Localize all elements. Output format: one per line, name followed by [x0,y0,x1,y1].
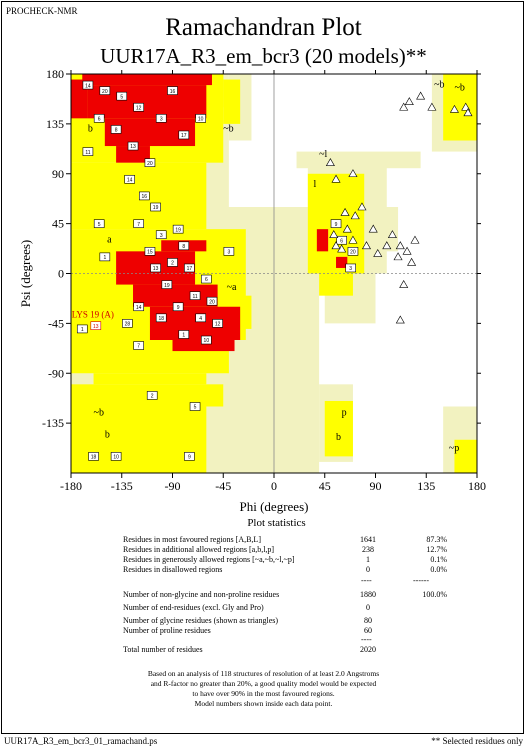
residue-point [145,247,155,255]
region-label-8: ~b [93,407,104,419]
residue-point [201,336,211,344]
svg-text:19: 19 [175,227,181,234]
quality-note-line: Based on an analysis of 118 structures of resolution of at least 2.0 Angstroms [147,669,380,678]
x-tick-label: 45 [318,479,331,493]
svg-text:17: 17 [186,266,193,273]
svg-text:14: 14 [135,304,142,311]
allowed-region-4 [94,373,207,384]
residue-point [156,314,166,322]
svg-text:1: 1 [80,327,84,334]
residue-point [196,314,206,322]
svg-text:19: 19 [152,205,159,212]
footer-filename: UUR17A_R3_em_bcr3_01_ramachand.ps [4,736,158,746]
stats-row-label: Number of proline residues [123,626,211,635]
residue-point [117,92,127,100]
residue-point [348,247,358,255]
svg-text:5: 5 [193,404,197,411]
svg-text:20: 20 [350,249,356,256]
stats-row-percent: 12.7% [426,545,447,554]
residue-point [139,192,149,200]
svg-text:18: 18 [158,316,165,323]
stats-row [123,616,372,626]
stats-row-count: 1 [366,555,370,564]
x-tick-label: -45 [215,479,232,493]
svg-text:7: 7 [137,343,141,350]
svg-text:19: 19 [164,282,170,289]
stats-row [123,603,370,613]
chart-title: Ramachandran Plot [165,14,362,41]
residue-point [134,220,144,228]
residue-point [224,247,234,255]
residue-point [89,452,99,460]
residue-point [77,325,87,333]
svg-text:8: 8 [114,127,118,134]
svg-text:17: 17 [180,133,187,140]
residue-point [83,148,93,156]
svg-text:3: 3 [227,249,231,256]
svg-text:12: 12 [214,321,221,328]
residue-point [134,103,144,111]
svg-text:1: 1 [182,332,186,339]
residue-point [184,264,194,272]
residue-point [134,303,144,311]
region-label-3: b [104,429,110,441]
stats-row-count: 60 [364,626,372,635]
residue-point [111,125,121,133]
y-tick-label: -135 [42,416,64,431]
quality-note-line: Model numbers shown inside each data point. [194,699,333,708]
y-tick-label: 180 [46,67,64,81]
svg-text:20: 20 [147,160,153,167]
svg-text:20: 20 [209,299,215,306]
residue-point [156,114,166,122]
residue-point [168,87,178,95]
residue-point [100,253,110,261]
stats-row [123,626,372,636]
region-label-6: l [313,179,317,191]
stats-row-label: Number of non-glycine and non-proline residues [123,590,280,599]
svg-text:13: 13 [152,266,159,273]
core-region-7 [150,304,240,340]
svg-text:6: 6 [340,238,344,245]
stats-row-count: 1880 [360,590,376,599]
stats-row-count: 80 [364,616,372,625]
svg-text:5: 5 [120,94,124,101]
stats-row-label: Residues in most favoured regions [A,B,L] [123,535,261,544]
stats-row-count: 2020 [360,645,376,654]
region-label-12: ~b [434,79,445,91]
allowed-region-1 [71,160,206,230]
x-tick-label: 90 [369,479,382,493]
allowed-region-6 [71,404,206,474]
x-tick-label: 0 [271,479,277,493]
highlighted-residue-label: LYS 19 (A) [71,309,114,320]
x-tick-label: -180 [60,479,82,493]
residue-point [337,236,347,244]
quality-note [0,669,527,709]
residue-point [331,220,341,228]
chart-subtitle: UUR17A_R3_em_bcr3 (20 models)** [100,44,427,68]
allowed-region-11 [325,401,353,456]
region-label-10: p [341,407,347,419]
svg-text:6: 6 [204,277,208,284]
residue-point [122,319,132,327]
stats-row-label: Number of end-residues (excl. Gly and Pro) [123,603,264,612]
residue-point [94,220,104,228]
svg-text:10: 10 [113,454,119,461]
svg-text:9: 9 [334,221,338,228]
stats-title: Plot statistics [247,517,306,529]
stats-row [123,590,447,600]
svg-text:12: 12 [135,105,142,112]
region-label-11: ~p [448,442,460,454]
region-label-7: ~l [319,149,328,161]
stats-row-count: 0 [366,603,370,612]
svg-text:13: 13 [130,144,136,151]
residue-point [151,203,161,211]
svg-text:11: 11 [85,149,91,156]
stats-row-percent: 0.1% [430,555,447,564]
x-tick-label: 180 [468,479,486,493]
stats-row [123,565,447,575]
y-tick-label: 135 [46,116,64,131]
x-tick-label: -90 [164,479,181,493]
svg-text:1: 1 [103,255,107,262]
stats-row-percent: 87.3% [426,535,447,544]
allowed-region-8 [223,80,240,124]
svg-text:2: 2 [171,260,174,267]
program-name: PROCHECK-NMR [6,6,78,16]
highlighted-residue-model: 13 [93,323,99,330]
residue-point [190,292,200,300]
residue-point [162,281,172,289]
y-tick-label: -90 [48,366,64,381]
svg-text:2: 2 [150,393,154,400]
y-axis-label: Psi (degrees) [18,239,33,308]
residue-point [94,114,104,122]
svg-text:9: 9 [176,304,180,311]
region-label-5: ~a [226,282,237,294]
svg-text:14: 14 [85,83,91,90]
region-label-4: a [107,234,112,246]
residue-point [190,403,200,411]
residue-point [125,175,135,183]
svg-text:11: 11 [192,293,198,300]
region-label-1: ~b [223,123,234,135]
core-region-12 [127,262,138,268]
region-label-9: b [336,431,342,443]
svg-text:6: 6 [97,116,101,123]
residue-point [156,231,166,239]
svg-text:7: 7 [137,221,141,228]
residue-point [201,275,211,283]
residue-point [196,114,206,122]
residue-point [173,303,183,311]
residue-point [179,330,189,338]
stats-row [123,645,376,655]
svg-text:5: 5 [97,221,101,228]
stats-row-count: 0 [366,565,370,574]
svg-text:28: 28 [124,321,131,328]
residue-point [134,342,144,350]
x-tick-label: 135 [417,479,436,493]
y-tick-label: -45 [48,316,64,331]
core-region-10 [317,229,328,251]
residue-point [168,258,178,266]
stats-row-label: Residues in additional allowed regions [a,b,l,p] [123,545,275,554]
footer-selected-note: ** Selected residues only [431,736,523,746]
stats-row-percent: 100.0% [422,590,447,599]
stats-row-count: 238 [362,545,374,554]
svg-text:8: 8 [182,243,186,250]
residue-point [179,131,189,139]
allowed-region-10 [319,274,353,296]
residue-point [213,319,223,327]
residue-point [173,225,183,233]
y-tick-label: 45 [52,216,64,231]
x-tick-label: -135 [110,479,133,493]
svg-text:16: 16 [169,88,176,95]
residue-point [147,391,157,399]
stats-row-label: Total number of residues [123,645,203,654]
residue-point [111,452,121,460]
residue-point [151,264,161,272]
core-region-0 [82,74,212,85]
residue-point [145,159,155,167]
residue-point [346,264,356,272]
stats-row-label: Residues in generously allowed regions [~a,~b,~l,~p] [123,555,295,564]
stats-row-label: Number of glycine residues (shown as triangles) [123,616,279,625]
generous-region-12 [297,152,421,169]
stats-row-label: Residues in disallowed regions [123,565,223,574]
residue-point [128,142,138,150]
y-tick-label: 0 [58,266,64,281]
svg-text:9: 9 [188,454,191,461]
residue-point [184,452,194,460]
residue-point [179,242,189,250]
y-tick-label: 90 [52,166,64,181]
stats-row [123,535,447,545]
svg-text:3: 3 [159,232,163,239]
generous-region-4 [240,274,296,385]
stats-row [123,555,447,565]
stats-row-count: 1641 [360,535,376,544]
residue-point [83,81,93,89]
svg-text:10: 10 [203,338,210,345]
stats-row-percent: 0.0% [430,565,447,574]
svg-text:3: 3 [159,116,163,123]
svg-text:14: 14 [126,177,133,184]
residue-point [100,87,110,95]
svg-text:20: 20 [102,88,108,95]
region-label-2: ~b [454,82,465,94]
allowed-region-14 [240,296,251,329]
svg-text:4: 4 [199,316,203,323]
residue-point [207,297,217,305]
quality-note-line: and R-factor no greater than 20%, a good quality model would be expected [150,679,377,688]
svg-text:15: 15 [147,249,153,256]
svg-text:3: 3 [349,266,353,273]
region-label-0: b [87,123,93,135]
stats-row [123,545,447,555]
x-axis-label: Phi (degrees) [239,499,309,514]
quality-note-line: to have over 90% in the most favoured regions. [192,689,335,698]
svg-text:16: 16 [141,194,148,201]
svg-text:10: 10 [197,116,204,123]
svg-text:18: 18 [90,454,97,461]
